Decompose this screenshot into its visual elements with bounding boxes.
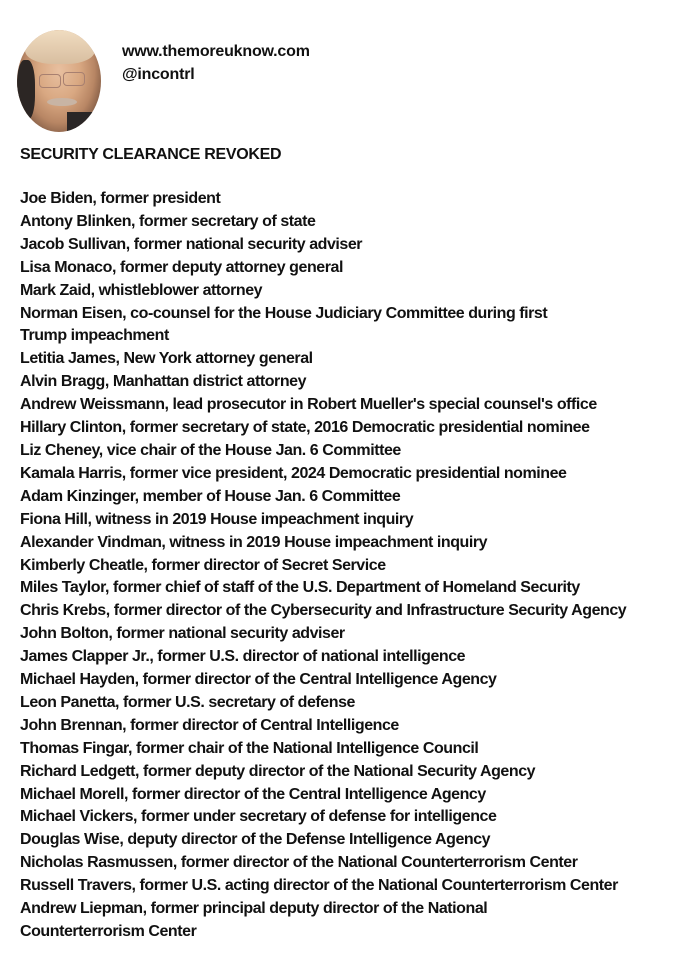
list-item: Counterterrorism Center [20,923,197,940]
list-item: Miles Taylor, former chief of staff of the U.S. Department of Homeland Security [20,579,580,597]
list-item: Mark Zaid, whistleblower attorney [20,281,263,299]
avatar-glasses-lens-left [39,74,61,88]
list-item: James Clapper Jr., former U.S. director of national intelligence [20,648,466,666]
avatar-moustache [47,98,77,106]
list-item: Trump impeachment [20,327,169,345]
list-item: Richard Ledgett, former deputy director of the National Security Agency [20,762,536,780]
list-item: Nicholas Rasmussen, former director of the National Counterterrorism Center [20,854,578,872]
avatar [17,30,101,132]
list-item: Andrew Weissmann, lead prosecutor in Robert Mueller's special counsel's office [20,396,597,414]
list-item: Michael Morell, former director of the Central Intelligence Agency [20,785,486,803]
list-item: Michael Vickers, former under secretary of defense for intelligence [20,808,497,826]
list-item: Michael Hayden, former director of the Central Intelligence Agency [20,671,497,689]
avatar-shirt [67,112,101,132]
social-handle[interactable]: @incontrl [122,66,195,83]
list-item: Joe Biden, former president [20,190,221,207]
list-item: Leon Panetta, former U.S. secretary of defense [20,693,355,711]
list-item: Kamala Harris, former vice president, 2024 Democratic presidential nominee [20,464,567,482]
list-item: John Brennan, former director of Central Intelligence [20,716,399,734]
list-item: John Bolton, former national security adviser [20,625,345,643]
list-item: Kimberly Cheatle, former director of Secret Service [20,556,386,574]
page-title: SECURITY CLEARANCE REVOKED [20,146,282,163]
list-item: Norman Eisen, co-counsel for the House Judiciary Committee during first [20,304,548,322]
list-item: Adam Kinzinger, member of House Jan. 6 Committee [20,487,401,505]
list-item: Douglas Wise, deputy director of the Defense Intelligence Agency [20,831,491,849]
list-item: Hillary Clinton, former secretary of state, 2016 Democratic presidential nominee [20,419,590,437]
revoked-list [20,188,680,944]
list-item: Lisa Monaco, former deputy attorney general [20,258,343,276]
avatar-background [17,60,35,120]
list-item: Russell Travers, former U.S. acting director of the National Counterterrorism Center [20,877,618,895]
list-item: Antony Blinken, former secretary of state [20,212,316,230]
website-url[interactable]: www.themoreuknow.com [122,43,310,60]
avatar-hair [25,30,95,64]
list-item: Fiona Hill, witness in 2019 House impeachment inquiry [20,510,414,528]
list-item: Jacob Sullivan, former national security adviser [20,235,363,253]
list-item: Andrew Liepman, former principal deputy director of the National [20,900,488,918]
list-item: Thomas Fingar, former chair of the National Intelligence Council [20,739,479,757]
avatar-glasses-lens-right [63,72,85,86]
list-item: Chris Krebs, former director of the Cybersecurity and Infrastructure Security Agency [20,602,627,620]
list-item: Alexander Vindman, witness in 2019 House impeachment inquiry [20,533,488,551]
list-item: Alvin Bragg, Manhattan district attorney [20,373,307,391]
list-item: Liz Cheney, vice chair of the House Jan. 6 Committee [20,441,401,459]
list-item: Letitia James, New York attorney general [20,350,313,368]
